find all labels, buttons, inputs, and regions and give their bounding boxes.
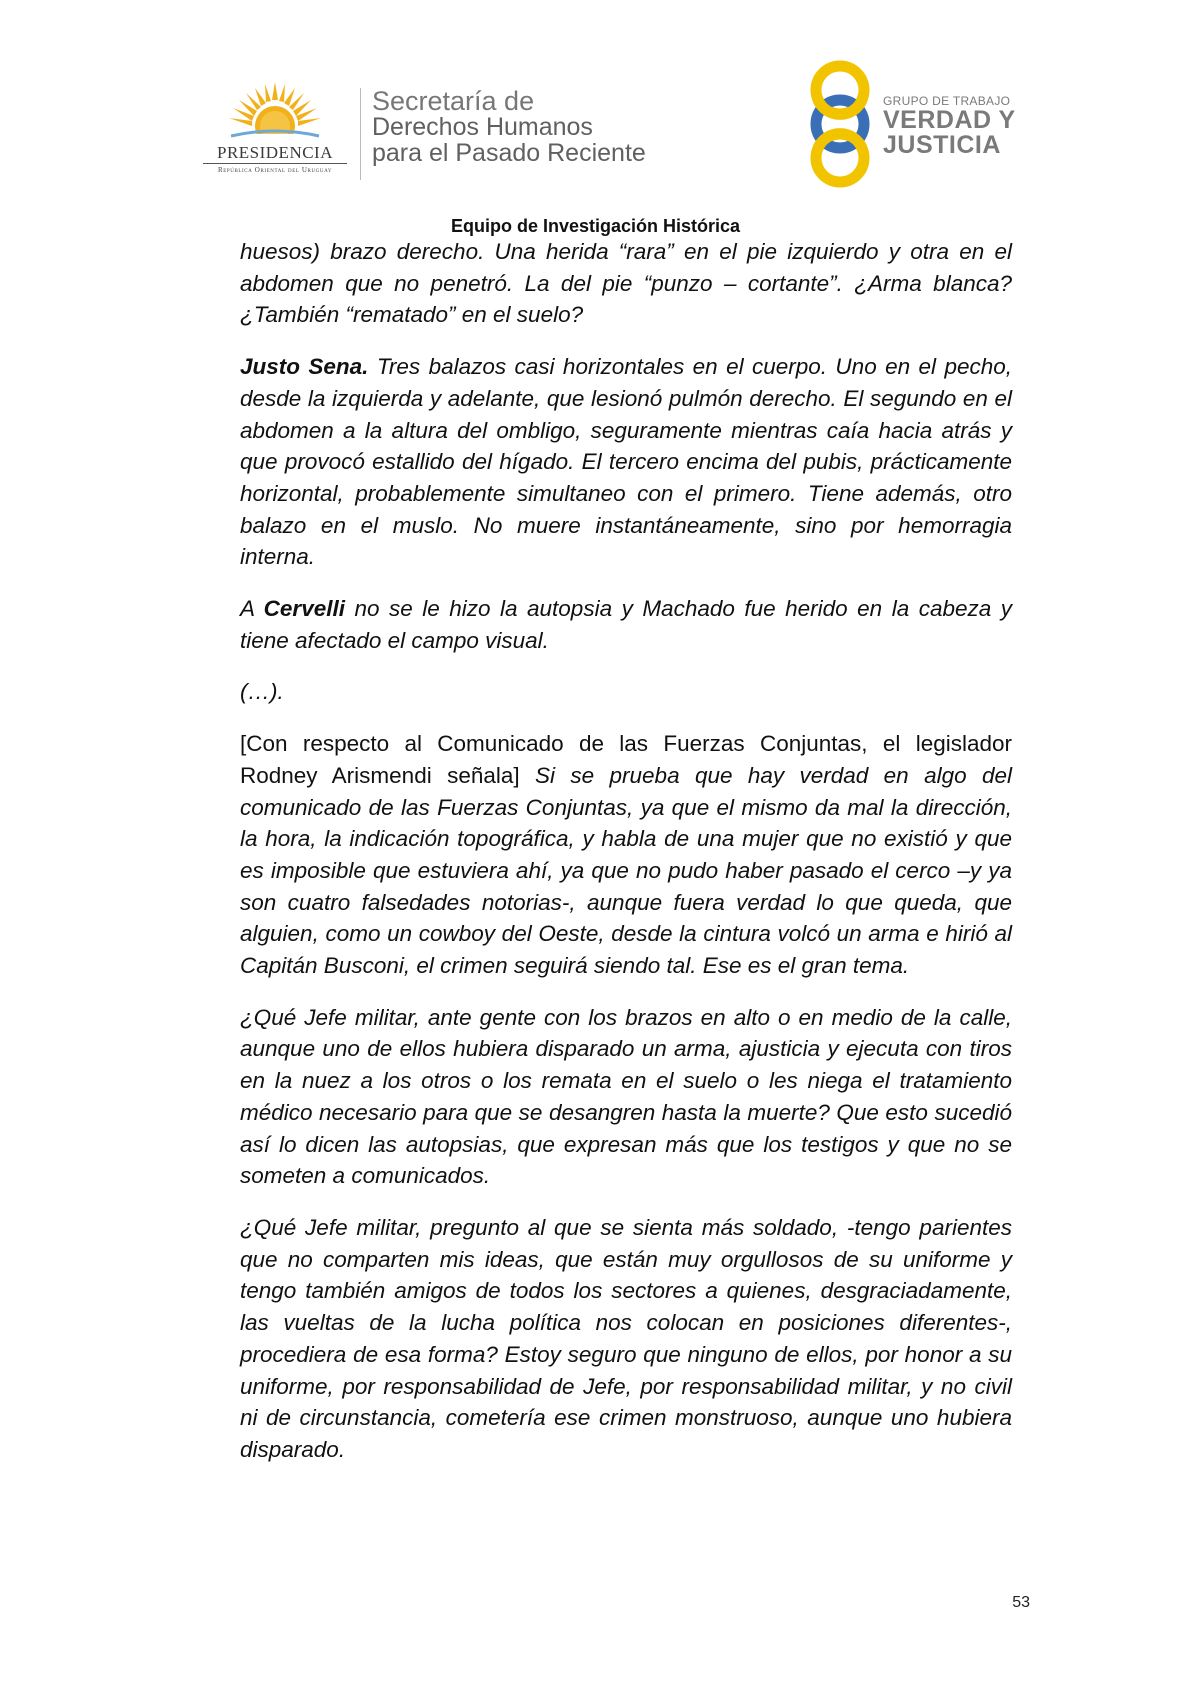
secretaria-line-1: Secretaría de <box>372 86 535 116</box>
paragraph-2-name: Justo Sena. <box>240 354 369 380</box>
paragraph-6 <box>240 1002 1012 1192</box>
document-body <box>240 236 1012 1486</box>
grupo-trabajo-text <box>883 94 1016 158</box>
paragraph-4-text: (…). <box>240 679 284 705</box>
paragraph-1-text: huesos) brazo derecho. Una herida “rara” en el pie izquierdo y otra en el abdomen que no penetró. La del pie “punzo – cortante”. ¿Arma blanca? ¿También “rematado” en el suelo? <box>240 239 1012 328</box>
paragraph-7-text: ¿Qué Jefe militar, pregunto al que se sienta más soldado, -tengo parientes que no comparten mis ideas, que están muy orgullosos de su uniforme y tengo también amigos de todos los sectores a quienes, desgraciadamente, las vueltas de la lucha política nos colocan en posiciones diferentes-, procediera de esa forma? Estoy seguro que ninguno de ellos, por honor a su uniforme, por responsabilidad de Jefe, por responsabilidad militar, y no civil ni de circunstancia, cometería ese crimen monstruoso, aunque uno hubiera disparado. <box>240 1214 1012 1462</box>
logo-divider <box>360 88 361 180</box>
grupo-trabajo-logo <box>805 60 1025 190</box>
presidencia-logo <box>195 80 355 180</box>
grupo-line-2: VERDAD Y <box>883 106 1016 134</box>
page-number: 53 <box>1012 1594 1030 1611</box>
presidencia-wordmark: PRESIDENCIA <box>216 143 333 162</box>
grupo-line-1: GRUPO DE TRABAJO <box>883 94 1011 108</box>
paragraph-1 <box>240 236 1012 331</box>
paragraph-5 <box>240 728 1012 982</box>
paragraph-3-name: Cervelli <box>263 596 345 622</box>
paragraph-2-text: Tres balazos casi horizontales en el cuerpo. Uno en el pecho, desde la izquierda y adelante, que lesionó pulmón derecho. El segundo en el abdomen a la altura del ombligo, seguramente mientras caía hacia atrás y que provocó estallido del hígado. El tercero encima del pubis, prácticamente horizontal, probablemente simultaneo con el primero. Tiene además, otro balazo en el muslo. No muere instantáneamente, sino por hemorragia interna. <box>240 354 1012 570</box>
paragraph-5-text: Si se prueba que hay verdad en algo del comunicado de las Fuerzas Conjuntas, ya que el mismo da mal la dirección, la hora, la indicación topográfica, y habla de una mujer que no existió y que es imposible que estuviera ahí, ya que no pudo haber pasado el cerco –y ya son cuatro falsedades notorias-, aunque fuera verdad lo que queda, que alguien, como un cowboy del Oeste, desde la cintura volcó un arma e hirió al Capitán Busconi, el crimen seguirá siendo tal. Ese es el gran tema. <box>240 762 1012 979</box>
paragraph-3-pre: A <box>240 596 264 622</box>
grupo-line-3: JUSTICIA <box>883 131 1001 159</box>
paragraph-6-text: ¿Qué Jefe militar, ante gente con los brazos en alto o en medio de la calle, aunque uno de ellos hubiera disparado un arma, ajusticia y ejecuta con tiros en la nuez a los otros o los remata en el suelo o les niega el tratamiento médico necesario para que se desangren hasta la muerte? Que esto sucedió así lo dicen las autopsias, que expresan más que los testigos y que no se someten a comunicados. <box>240 1004 1012 1189</box>
secretaria-line-3: para el Pasado Reciente <box>372 139 646 167</box>
paragraph-3-text: no se le hizo la autopsia y Machado fue herido en la cabeza y tiene afectado el campo visual. <box>240 596 1012 653</box>
paragraph-7 <box>240 1212 1012 1466</box>
presidencia-rule <box>203 163 347 164</box>
interlocking-rings-icon <box>805 60 875 190</box>
page-header <box>0 0 1191 236</box>
section-title: Equipo de Investigación Histórica <box>450 216 741 236</box>
paragraph-2 <box>240 351 1012 573</box>
paragraph-5-bracket: [Con respecto al Comunicado de las Fuerzas Conjuntas, el legislador Rodney Arismendi señala] <box>240 731 1012 788</box>
secretaria-line-2: Derechos Humanos <box>372 113 593 141</box>
paragraph-3 <box>240 593 1012 656</box>
presidencia-subtitle: República Oriental del Uruguay <box>217 166 333 174</box>
secretaria-logo-text <box>372 88 646 166</box>
paragraph-4 <box>240 676 1012 708</box>
sun-emblem-icon <box>225 80 325 144</box>
